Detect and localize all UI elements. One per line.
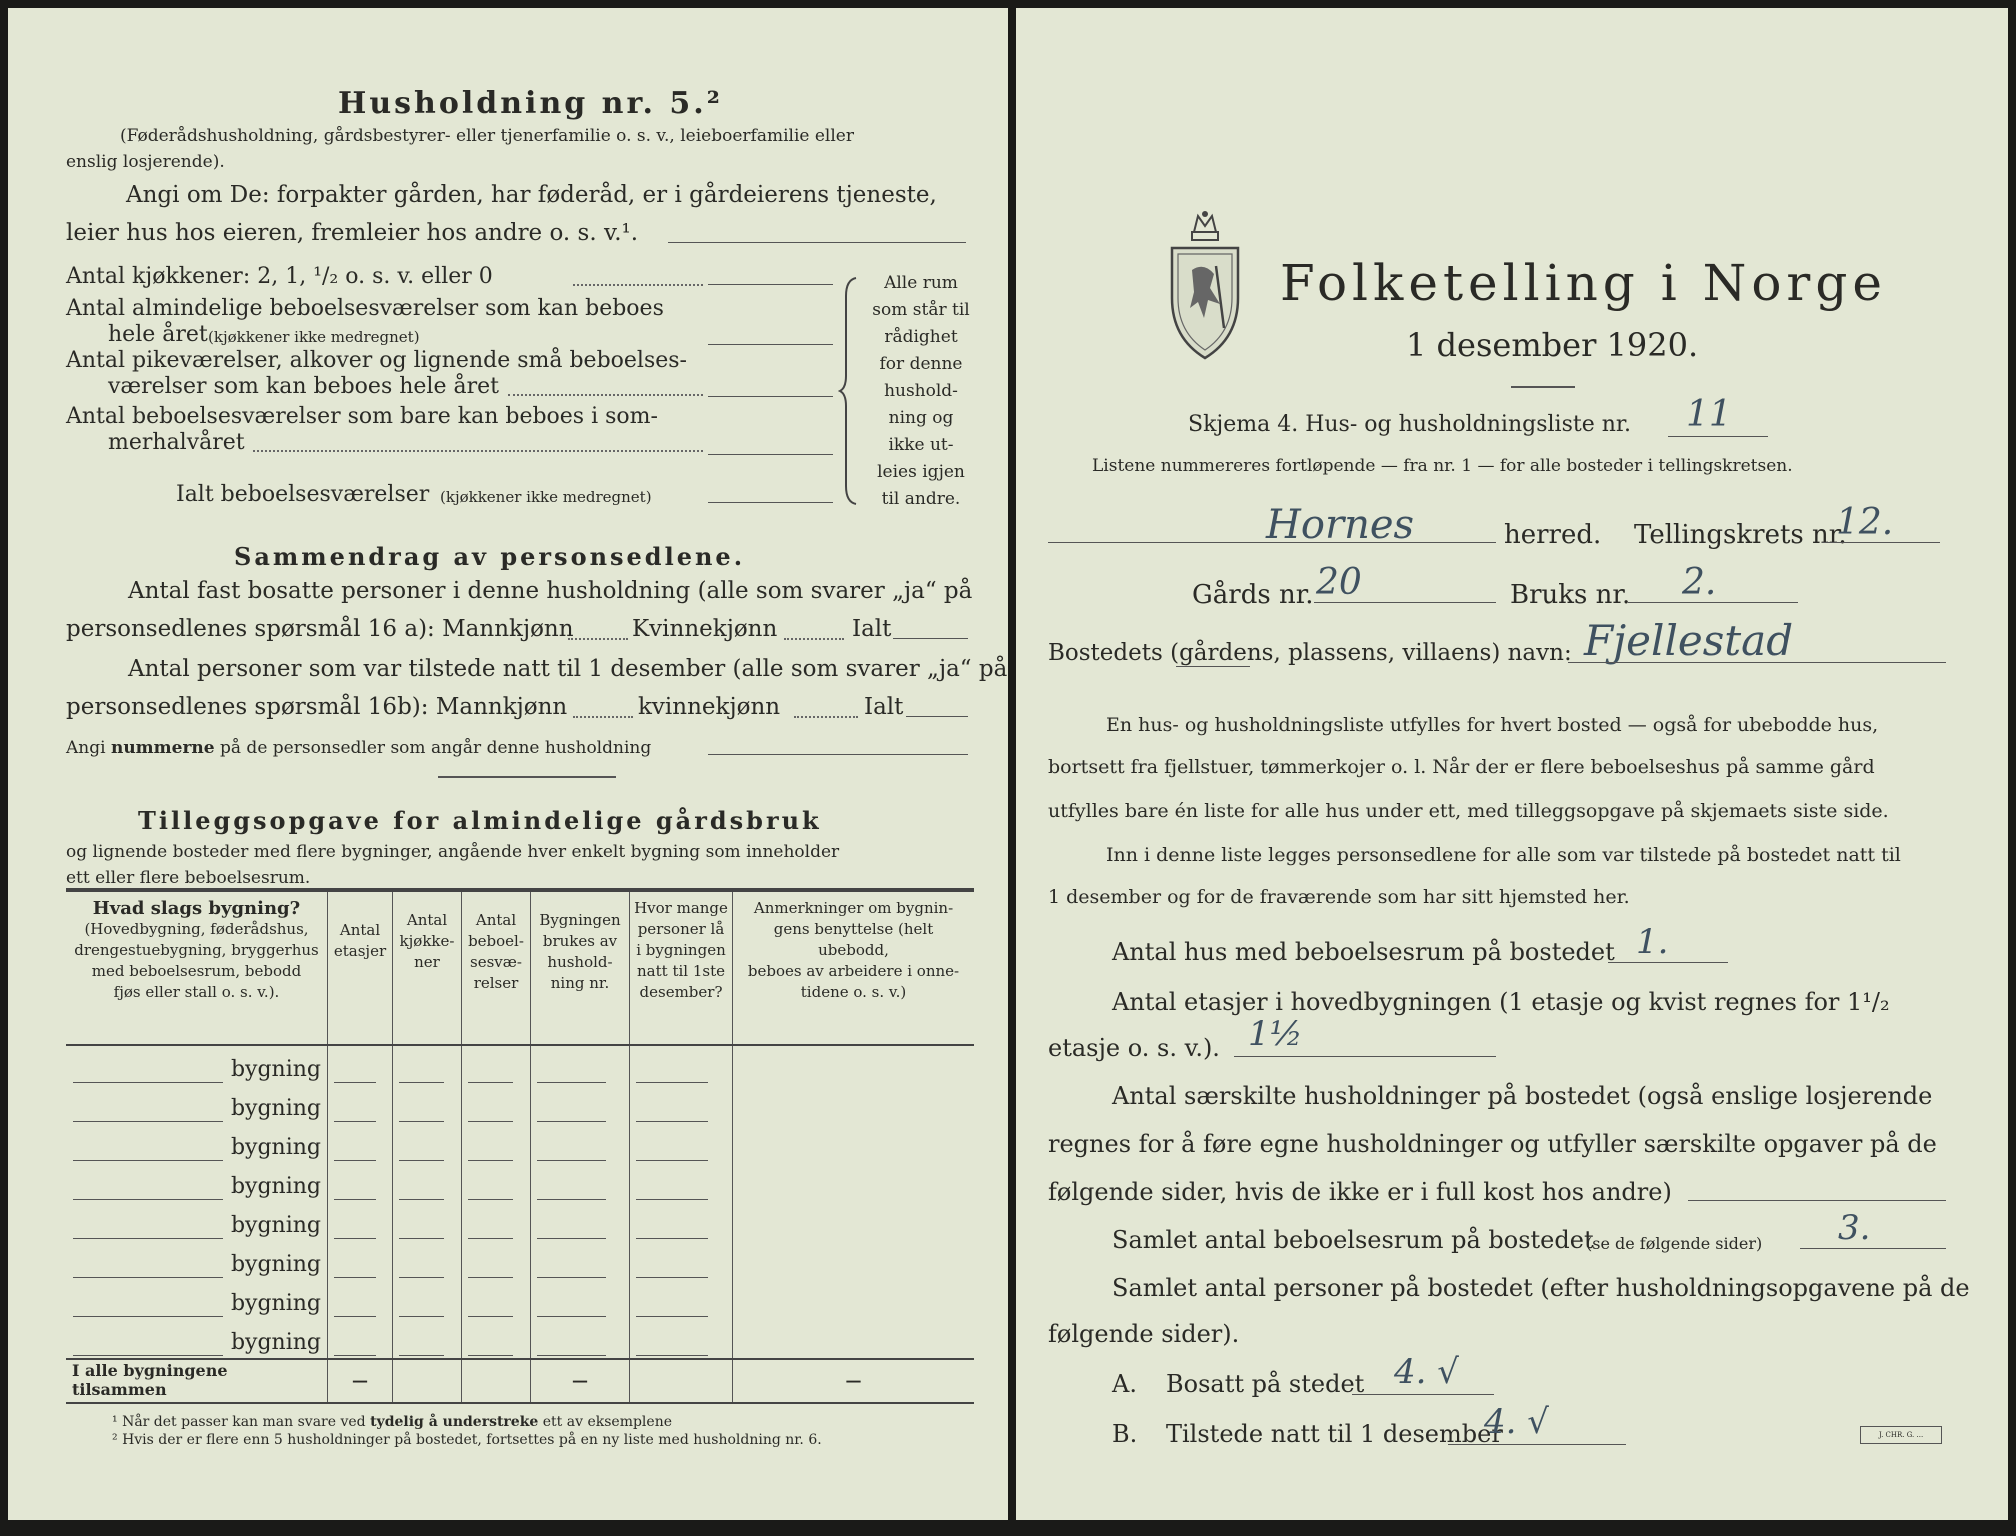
present-letter: B. (1112, 1420, 1138, 1448)
header-line: desember? (639, 983, 723, 1001)
floors-line (1234, 1056, 1496, 1057)
table-total-row (66, 1359, 974, 1403)
rooms-year-label-2: hele året (108, 322, 208, 347)
total-rooms-answer-line (708, 502, 833, 503)
cell-blank (636, 1142, 708, 1161)
building-type-cell[interactable] (66, 1085, 328, 1124)
building-data-cell[interactable] (462, 1280, 531, 1319)
district-label: Tellingskrets nr. (1634, 520, 1847, 550)
census-title: Folketelling i Norge (1280, 254, 1887, 312)
building-data-cell[interactable] (393, 1124, 462, 1163)
schema-label: Skjema 4. Hus- og husholdningsliste nr. (1188, 412, 1631, 437)
gardens-underline (1176, 666, 1250, 667)
summary-line-4: personsedlenes spørsmål 16b): Mannkjønn (66, 694, 568, 720)
building-row (66, 1124, 974, 1163)
holding-no-value: 2. (1682, 562, 1717, 603)
herred-value: Hornes (1266, 502, 1415, 548)
household-title: Husholdning nr. 5.² (338, 86, 723, 121)
angi-text-1: Angi om De: forpakter gården, har føderåd, er i gårdeierens tjeneste, (126, 182, 937, 208)
present-line (1448, 1444, 1626, 1445)
maid-rooms-label-2: værelser som kan beboes hele året (108, 374, 499, 399)
kitchens-answer-line (708, 284, 833, 285)
brace-note-line: ning og (888, 408, 954, 428)
cell-blank (334, 1298, 376, 1317)
cell-blank (334, 1064, 376, 1083)
header-line: sesvæ- (470, 953, 522, 971)
district-value: 12. (1836, 502, 1894, 543)
floors-label-1: Antal etasjer i hovedbygningen (1 etasje og kvist regnes for 1¹/₂ (1112, 988, 1890, 1016)
numbers-bold: nummerne (110, 738, 215, 758)
building-data-cell[interactable] (328, 1085, 393, 1124)
rooms-total-note: (se de følgende sider) (1586, 1234, 1763, 1253)
cell-blank (636, 1259, 708, 1278)
numbers-line (66, 738, 651, 758)
cell-blank (636, 1298, 708, 1317)
present-female-dots (794, 716, 858, 718)
rooms-year-answer-line (708, 344, 833, 345)
building-row-label: bygning (230, 1096, 321, 1121)
cell-blank (537, 1064, 606, 1083)
summary-line-1: Antal fast bosatte personer i denne husholdning (alle som svarer „ja“ på (128, 578, 973, 604)
building-type-blank (73, 1291, 223, 1317)
cell-blank (636, 1220, 708, 1239)
building-type-blank (73, 1174, 223, 1200)
cell-blank (399, 1181, 444, 1200)
cell-blank (334, 1259, 376, 1278)
cell-blank (537, 1337, 606, 1356)
printer-stamp: J. CHR. G. ... (1860, 1426, 1942, 1444)
brace-note (866, 270, 976, 513)
present-male-dots (573, 716, 633, 718)
angi-text-2: leier hus hos eieren, fremleier hos andre o. s. v.¹. (66, 220, 639, 246)
persons-label-1: Samlet antal personer på bostedet (efter husholdningsopgavene på de (1112, 1274, 1970, 1302)
houses-value: 1. (1636, 922, 1669, 962)
right-page (1016, 8, 2008, 1520)
present-female-label: kvinnekjønn (638, 694, 781, 720)
cell-blank (537, 1220, 606, 1239)
building-data-cell[interactable] (630, 1319, 733, 1359)
building-type-cell[interactable] (66, 1124, 328, 1163)
place-name-value: Fjellestad (1584, 616, 1794, 665)
herred-label: herred. (1504, 520, 1602, 550)
resident-line (1352, 1394, 1494, 1395)
cell-blank (537, 1103, 606, 1122)
building-data-cell[interactable] (393, 1045, 462, 1085)
instruction-4: Inn i denne liste legges personsedlene for alle som var tilstede på bostedet natt til (1106, 844, 1901, 866)
total-dash: — (531, 1359, 630, 1403)
cell-blank (399, 1142, 444, 1161)
footnote-1-end: ett av eksemplene (542, 1414, 672, 1430)
building-data-cell[interactable] (393, 1241, 462, 1280)
supplement-line-2: ett eller flere beboelsesrum. (66, 868, 311, 888)
building-data-cell[interactable] (531, 1163, 630, 1202)
brace-note-line: for denne (879, 354, 963, 374)
footnote-1 (112, 1414, 672, 1430)
cell-blank (468, 1142, 513, 1161)
households-label-2: regnes for å føre egne husholdninger og utfyller særskilte opgaver på de (1048, 1130, 1937, 1158)
total-label: I alle bygningene tilsammen (66, 1359, 328, 1403)
district-line (1822, 542, 1940, 543)
summary-male-dots (568, 638, 628, 640)
cell-blank (399, 1220, 444, 1239)
building-row-label: bygning (230, 1252, 321, 1277)
summary-total-line (893, 638, 968, 639)
households-line (1688, 1200, 1946, 1201)
holding-no-label: Bruks nr. (1510, 580, 1631, 610)
household-subtitle-1: (Føderådshusholdning, gårdsbestyrer- eller tjenerfamilie o. s. v., leieboerfamilie eller (120, 126, 854, 146)
cell-blank (334, 1181, 376, 1200)
cell-blank (468, 1259, 513, 1278)
building-type-cell[interactable] (66, 1319, 328, 1359)
herred-line (1048, 542, 1496, 543)
cell-blank (468, 1181, 513, 1200)
header-persons (630, 891, 733, 1045)
header-rooms (462, 891, 531, 1045)
total-rooms-label: Ialt beboelsesværelser (176, 482, 430, 507)
building-row (66, 1163, 974, 1202)
summary-female-dots (784, 638, 844, 640)
building-data-cell[interactable] (733, 1163, 975, 1202)
brace-note-line: leies igjen (877, 462, 965, 482)
building-data-cell[interactable] (531, 1319, 630, 1359)
header-remarks (733, 891, 975, 1045)
houses-label: Antal hus med beboelsesrum på bostedet (1112, 938, 1615, 966)
summary-female-label: Kvinnekjønn (632, 616, 778, 642)
total-rooms-note: (kjøkkener ikke medregnet) (440, 488, 652, 506)
building-data-cell[interactable] (393, 1163, 462, 1202)
rooms-total-value: 3. (1838, 1208, 1871, 1248)
header-line: etasjer (333, 942, 387, 960)
building-row (66, 1202, 974, 1241)
header-line: gens benyttelse (helt ubebodd, (773, 920, 934, 959)
header-line: Anmerkninger om bygnin- (753, 899, 954, 917)
summary-title: Sammendrag av personsedlene. (234, 542, 746, 571)
header-line: personer lå (637, 920, 725, 938)
maid-rooms-answer-line (708, 396, 833, 397)
resident-value: 4. √ (1394, 1352, 1459, 1392)
building-type-cell[interactable] (66, 1280, 328, 1319)
building-data-cell[interactable] (462, 1241, 531, 1280)
building-type-cell[interactable] (66, 1163, 328, 1202)
houses-line (1608, 962, 1728, 963)
building-type-cell[interactable] (66, 1241, 328, 1280)
cell-blank (537, 1181, 606, 1200)
cell-blank (334, 1142, 376, 1161)
cell-blank (636, 1064, 708, 1083)
rooms-year-note: (kjøkkener ikke medregnet) (208, 328, 420, 346)
header-line: Bygningen (539, 911, 621, 929)
brace-note-line: hushold- (884, 381, 958, 401)
rooms-total-line (1800, 1248, 1946, 1249)
building-type-blank (73, 1252, 223, 1278)
brace-note-line: til andre. (881, 489, 961, 509)
header-line: med beboelsesrum, bebodd (91, 962, 302, 980)
present-value: 4. √ (1484, 1402, 1549, 1442)
total-cell (630, 1359, 733, 1403)
header-line: ning nr. (550, 974, 610, 992)
brace-icon (838, 276, 862, 506)
building-data-cell[interactable] (733, 1319, 975, 1359)
supplement-line-1: og lignende bosteder med flere bygninger, angående hver enkelt bygning som inneholder (66, 842, 840, 862)
building-type-blank (73, 1330, 223, 1356)
cell-blank (334, 1103, 376, 1122)
table-body (66, 1045, 974, 1359)
header-line: relser (473, 974, 519, 992)
building-data-cell[interactable] (462, 1124, 531, 1163)
footnote-1-text: ¹ Når det passer kan man svare ved (112, 1414, 366, 1430)
buildings-table (66, 890, 974, 1404)
numbering-note: Listene nummereres fortløpende — fra nr. 1 — for alle bosteder i tellingskretsen. (1092, 456, 1793, 476)
household-subtitle-2: enslig losjerende). (66, 152, 225, 172)
persons-label-2: følgende sider). (1048, 1320, 1240, 1348)
instruction-3: utfylles bare én liste for alle hus under ett, med tilleggsopgave på skjemaets siste side. (1048, 800, 1889, 822)
numbers-line-answer (708, 754, 968, 755)
holding-no-line (1628, 602, 1798, 603)
header-line: ner (414, 953, 440, 971)
numbers-text-2: på de personsedler som angår denne husholdning (220, 738, 652, 758)
header-line: drengestuebygning, bryggerhus (74, 941, 319, 959)
building-row-label: bygning (230, 1057, 321, 1082)
cell-blank (399, 1064, 444, 1083)
cell-blank (399, 1259, 444, 1278)
farm-no-label: Gårds nr. (1192, 580, 1314, 610)
summary-line-3: Antal personer som var tilstede natt til 1 desember (alle som svarer „ja“ på (128, 656, 1008, 682)
building-data-cell[interactable] (393, 1319, 462, 1359)
total-cell (393, 1359, 462, 1403)
header-line: beboes av arbeidere i onne- (747, 962, 960, 980)
building-type-blank (73, 1057, 223, 1083)
building-data-cell[interactable] (733, 1202, 975, 1241)
header-line: Antal (339, 921, 381, 939)
building-data-cell[interactable] (462, 1045, 531, 1085)
building-row-label: bygning (230, 1174, 321, 1199)
maid-rooms-label-1: Antal pikeværelser, alkover og lignende små beboelses- (66, 348, 687, 373)
present-label: Tilstede natt til 1 desember (1166, 1420, 1503, 1448)
instruction-1: En hus- og husholdningsliste utfylles for hvert bosted — også for ubebodde hus, (1106, 714, 1879, 736)
building-data-cell[interactable] (630, 1280, 733, 1319)
kitchens-dots (573, 284, 703, 286)
building-type-cell[interactable] (66, 1202, 328, 1241)
present-total-label: Ialt (864, 694, 904, 720)
building-row (66, 1045, 974, 1085)
header-line: (Hovedbygning, føderådshus, (84, 920, 309, 938)
building-row (66, 1241, 974, 1280)
building-row-label: bygning (230, 1135, 321, 1160)
cell-blank (399, 1298, 444, 1317)
header-kitchens (393, 891, 462, 1045)
cell-blank (636, 1337, 708, 1356)
header-line: beboel- (468, 932, 524, 950)
schema-number-value: 11 (1686, 394, 1732, 435)
farm-no-line (1314, 602, 1496, 603)
census-date: 1 desember 1920. (1406, 326, 1699, 364)
cell-blank (537, 1298, 606, 1317)
header-floors (328, 891, 393, 1045)
building-data-cell[interactable] (462, 1163, 531, 1202)
numbers-text: Angi (66, 738, 106, 758)
building-data-cell[interactable] (328, 1045, 393, 1085)
building-data-cell[interactable] (531, 1124, 630, 1163)
building-data-cell[interactable] (630, 1163, 733, 1202)
building-data-cell[interactable] (531, 1241, 630, 1280)
brace-note-line: ikke ut- (888, 435, 954, 455)
schema-number-line (1668, 436, 1768, 437)
building-row-label: bygning (230, 1330, 321, 1355)
building-data-cell[interactable] (328, 1124, 393, 1163)
building-data-cell[interactable] (630, 1124, 733, 1163)
header-line: natt til 1ste (637, 962, 725, 980)
building-data-cell[interactable] (630, 1241, 733, 1280)
floors-label-2: etasje o. s. v.). (1048, 1034, 1220, 1062)
building-data-cell[interactable] (462, 1319, 531, 1359)
header-line: fjøs eller stall o. s. v.). (113, 983, 280, 1001)
summary-total-label: Ialt (852, 616, 892, 642)
kitchens-label: Antal kjøkkener: 2, 1, ¹/₂ o. s. v. eller 0 (66, 264, 493, 289)
building-row (66, 1280, 974, 1319)
cell-blank (468, 1298, 513, 1317)
building-row (66, 1085, 974, 1124)
section-divider (438, 776, 616, 778)
cell-blank (468, 1337, 513, 1356)
cell-blank (537, 1142, 606, 1161)
cell-blank (399, 1103, 444, 1122)
resident-letter: A. (1112, 1370, 1137, 1398)
building-data-cell[interactable] (733, 1124, 975, 1163)
supplement-title: Tilleggsopgave for almindelige gårdsbruk (138, 806, 822, 835)
brace-note-line: rådighet (884, 327, 958, 347)
header-line: hushold- (547, 953, 613, 971)
building-data-cell[interactable] (733, 1241, 975, 1280)
place-name-label: Bostedets (gårdens, plassens, villaens) navn: (1048, 640, 1572, 666)
footnote-2: ² Hvis der er flere enn 5 husholdninger på bostedet, fortsettes på en ny liste med husholdning nr. 6. (112, 1432, 822, 1448)
cell-blank (334, 1220, 376, 1239)
title-divider (1511, 386, 1575, 388)
header-line: kjøkke- (399, 932, 455, 950)
rooms-year-label-1: Antal almindelige beboelsesværelser som kan beboes (66, 296, 664, 321)
header-household-no (531, 891, 630, 1045)
cell-blank (636, 1181, 708, 1200)
cell-blank (468, 1103, 513, 1122)
summer-rooms-label-1: Antal beboelsesværelser som bare kan beboes i som- (66, 404, 658, 429)
building-data-cell[interactable] (393, 1280, 462, 1319)
farm-no-value: 20 (1316, 562, 1362, 603)
rooms-total-label: Samlet antal beboelsesrum på bostedet (1112, 1226, 1594, 1254)
building-type-cell[interactable] (66, 1045, 328, 1085)
maid-rooms-dots (508, 394, 703, 396)
cell-blank (334, 1337, 376, 1356)
angi-answer-line (668, 242, 966, 243)
header-line: Hvad slags bygning? (92, 898, 301, 919)
building-data-cell[interactable] (462, 1085, 531, 1124)
header-building-type (66, 891, 328, 1045)
building-type-blank (73, 1135, 223, 1161)
building-data-cell[interactable] (328, 1319, 393, 1359)
summer-rooms-label-2: merhalvåret (108, 430, 245, 455)
cell-blank (468, 1064, 513, 1083)
total-dash: — (733, 1359, 975, 1403)
resident-label: Bosatt på stedet (1166, 1370, 1365, 1398)
cell-blank (636, 1103, 708, 1122)
building-data-cell[interactable] (328, 1241, 393, 1280)
instruction-2: bortsett fra fjellstuer, tømmerkojer o. l. Når der er flere beboelseshus på samme gård (1048, 756, 1875, 778)
header-line: Hvor mange (634, 899, 728, 917)
building-row (66, 1319, 974, 1359)
building-data-cell[interactable] (531, 1045, 630, 1085)
building-data-cell[interactable] (630, 1202, 733, 1241)
building-row-label: bygning (230, 1213, 321, 1238)
building-data-cell[interactable] (630, 1045, 733, 1085)
building-data-cell[interactable] (328, 1163, 393, 1202)
building-data-cell[interactable] (733, 1045, 975, 1085)
building-row-label: bygning (230, 1291, 321, 1316)
summer-rooms-dots (253, 450, 703, 452)
footnote-1-bold: tydelig å understreke (370, 1414, 539, 1430)
cell-blank (468, 1220, 513, 1239)
instruction-5: 1 desember og for de fraværende som har sitt hjemsted her. (1048, 886, 1630, 908)
present-total-line (906, 716, 968, 717)
brace-note-line: Alle rum (884, 273, 958, 293)
cell-blank (399, 1337, 444, 1356)
coat-of-arms-icon (1164, 208, 1246, 368)
building-data-cell[interactable] (328, 1280, 393, 1319)
brace-note-line: som står til (872, 300, 970, 320)
building-data-cell[interactable] (328, 1202, 393, 1241)
building-data-cell[interactable] (630, 1085, 733, 1124)
building-type-blank (73, 1096, 223, 1122)
table-header-row (66, 891, 974, 1045)
left-page (8, 8, 1008, 1520)
floors-value: 1½ (1248, 1014, 1303, 1054)
building-data-cell[interactable] (531, 1202, 630, 1241)
building-data-cell[interactable] (531, 1280, 630, 1319)
building-data-cell[interactable] (393, 1202, 462, 1241)
header-line: Antal (475, 911, 517, 929)
header-line: brukes av (542, 932, 618, 950)
households-label-1: Antal særskilte husholdninger på bostedet (også enslige losjerende (1112, 1082, 1933, 1110)
building-data-cell[interactable] (733, 1280, 975, 1319)
building-data-cell[interactable] (733, 1085, 975, 1124)
header-line: tidene o. s. v.) (800, 983, 907, 1001)
households-label-3: følgende sider, hvis de ikke er i full kost hos andre) (1048, 1178, 1672, 1206)
summary-line-2: personsedlenes spørsmål 16 a): Mannkjønn (66, 616, 574, 642)
header-line: i bygningen (636, 941, 726, 959)
total-dash: — (328, 1359, 393, 1403)
place-name-line (1568, 662, 1946, 663)
building-type-blank (73, 1213, 223, 1239)
total-cell (462, 1359, 531, 1403)
header-line: Antal (406, 911, 448, 929)
cell-blank (537, 1259, 606, 1278)
building-data-cell[interactable] (531, 1085, 630, 1124)
summer-rooms-answer-line (708, 454, 833, 455)
building-data-cell[interactable] (462, 1202, 531, 1241)
building-data-cell[interactable] (393, 1085, 462, 1124)
